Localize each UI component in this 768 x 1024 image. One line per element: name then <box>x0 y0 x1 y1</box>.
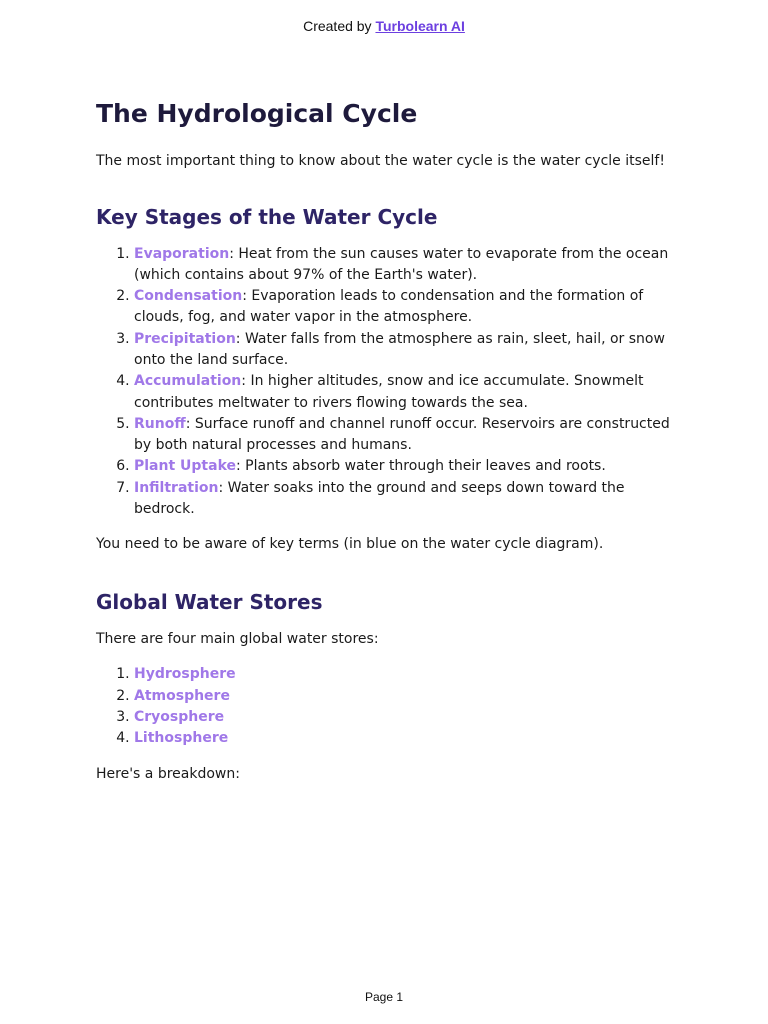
store-item-lithosphere <box>134 728 686 749</box>
stage-item-evaporation <box>134 244 686 287</box>
stage-term: Infiltration <box>134 479 219 496</box>
stores-intro: There are four main global water stores: <box>96 631 379 648</box>
stage-text: : Plants absorb water through their leaves and roots. <box>236 458 606 475</box>
stage-text: : Surface runoff and channel runoff occur. Reservoirs are constructed by both natural processes and humans. <box>134 415 670 454</box>
stage-term: Condensation <box>134 288 243 305</box>
stages-list <box>96 244 686 521</box>
stages-heading: Key Stages of the Water Cycle <box>96 204 438 229</box>
stage-term: Evaporation <box>134 245 230 262</box>
stage-term: Plant Uptake <box>134 458 236 475</box>
store-term: Atmosphere <box>134 687 230 704</box>
store-term: Hydrosphere <box>134 666 236 683</box>
created-by-label: Created by <box>303 18 376 34</box>
store-item-cryosphere <box>134 707 686 728</box>
stage-item-plant-uptake <box>134 456 686 477</box>
turbolearn-link[interactable]: Turbolearn AI <box>375 18 465 34</box>
stage-text: : Water falls from the atmosphere as rain, sleet, hail, or snow onto the land surface. <box>134 330 665 368</box>
store-item-hydrosphere <box>134 664 686 685</box>
document-body <box>96 98 686 799</box>
page-title: The Hydrological Cycle <box>96 99 418 128</box>
stage-item-runoff <box>134 414 686 457</box>
intro-paragraph: The most important thing to know about the water cycle is the water cycle itself! <box>96 152 665 169</box>
stage-item-precipitation <box>134 329 686 372</box>
store-term: Cryosphere <box>134 708 225 725</box>
stores-heading: Global Water Stores <box>96 590 323 615</box>
stage-item-condensation <box>134 286 686 329</box>
stage-text: : Heat from the sun causes water to evaporate from the ocean (which contains about 97% of the Earth's water). <box>134 245 669 283</box>
store-term: Lithosphere <box>134 730 229 747</box>
created-by-banner <box>0 18 768 34</box>
stage-item-infiltration <box>134 478 686 521</box>
stage-term: Accumulation <box>134 373 242 390</box>
stage-term: Precipitation <box>134 330 236 347</box>
key-terms-note: You need to be aware of key terms (in blue on the water cycle diagram). <box>96 536 604 553</box>
stage-text: : In higher altitudes, snow and ice accumulate. Snowmelt contributes meltwater to rivers flowing towards the sea. <box>134 373 644 411</box>
stage-item-accumulation <box>134 371 686 414</box>
page-number: Page 1 <box>364 990 404 1004</box>
breakdown-line: Here's a breakdown: <box>96 765 240 782</box>
stage-text: : Water soaks into the ground and seeps down toward the bedrock. <box>134 479 625 518</box>
stores-list <box>96 664 686 749</box>
stage-term: Runoff <box>134 415 186 432</box>
stage-text: : Evaporation leads to condensation and the formation of clouds, fog, and water vapor in the atmosphere. <box>134 288 644 326</box>
store-item-atmosphere <box>134 686 686 707</box>
